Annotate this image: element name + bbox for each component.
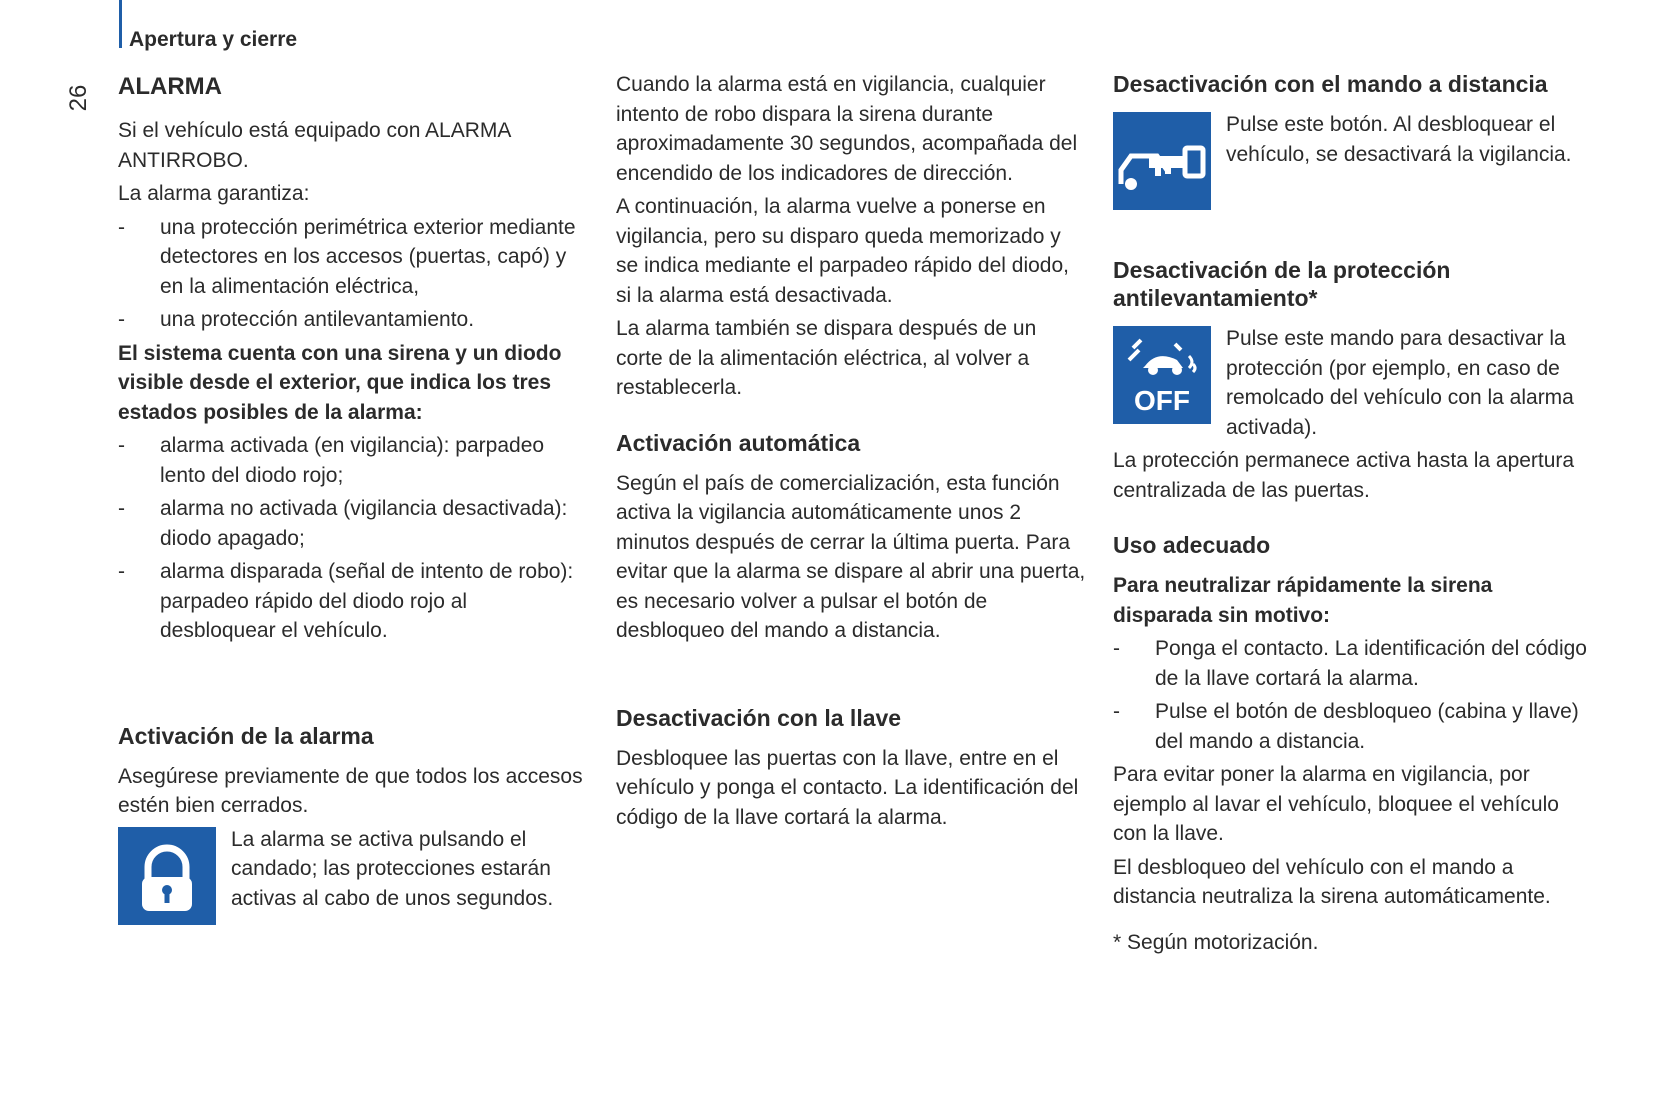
memorized-paragraph: A continuación, la alarma vuelve a ponerse en vigilancia, pero su disparo queda memorizado y se indica mediante el parpadeo rápido del diodo, si la alarma está desactivada. <box>616 195 1069 307</box>
list-item: - alarma activada (en vigilancia): parpadeo lento del diodo rojo; <box>118 431 588 490</box>
list-item: - alarma disparada (señal de intento de robo): parpadeo rápido del diodo rojo al desbloquear el vehículo. <box>118 557 588 646</box>
page-number: 26 <box>65 84 92 112</box>
surveillance-paragraph: Cuando la alarma está en vigilancia, cualquier intento de robo dispara la sirena durante aproximadamente 30 segundos, acompañada del encendido de los indicadores de dirección. <box>616 73 1078 185</box>
section-title: Apertura y cierre <box>129 28 298 51</box>
intro-paragraph: Si el vehículo está equipado con ALARMA ANTIRROBO. <box>118 119 511 172</box>
antilift-off-icon <box>1113 326 1211 424</box>
neutralize-list <box>1113 634 1593 756</box>
list-item: - Pulse el botón de desbloqueo (cabina y llave) del mando a distancia. <box>1113 697 1593 756</box>
auto-activation-heading: Activación automática <box>616 429 861 456</box>
car-unlock-icon <box>1113 112 1211 210</box>
auto-activation-paragraph: Según el país de comercialización, esta función activa la vigilancia automáticamente unos 2 minutos después de cerrar la última puerta. Para evitar que la alarma se dispare al abrir una puerta, es necesario volver a pulsar el botón de desbloqueo del mando a distancia. <box>616 471 1086 642</box>
padlock-icon <box>118 827 216 925</box>
lift-paragraph: La protección permanece activa hasta la apertura centralizada de las puertas. <box>1113 449 1575 502</box>
list-item: - Ponga el contacto. La identificación del código de la llave cortará la alarma. <box>1113 634 1593 693</box>
list-item: - una protección antilevantamiento. <box>118 305 588 335</box>
activation-paragraph: Asegúrese previamente de que todos los accesos estén bien cerrados. <box>118 764 583 817</box>
list-item: - una protección perimétrica exterior mediante detectores en los accesos (puertas, capó) y en la alimentación eléctrica, <box>118 213 588 302</box>
siren-paragraph: El sistema cuenta con una sirena y un diodo visible desde el exterior, que indica los tres estados posibles de la alarma: <box>118 341 562 424</box>
states-list <box>118 431 588 646</box>
header-accent-bar <box>119 0 122 48</box>
remote-instruction <box>1113 110 1593 210</box>
lock-text: La alarma se activa pulsando el candado; las protecciones estarán activas al cabo de unos segundos. <box>231 827 554 910</box>
list-item: - alarma no activada (vigilancia desactivada): diodo apagado; <box>118 494 588 553</box>
column-2 <box>616 70 1086 836</box>
protection-list <box>118 213 588 335</box>
proper-use-heading: Uso adecuado <box>1113 532 1271 558</box>
neutralize-paragraph: Para neutralizar rápidamente la sirena disparada sin motivo: <box>1113 574 1493 627</box>
remote-text: Pulse este botón. Al desbloquear el vehículo, se desactivará la vigilancia. <box>1226 113 1572 166</box>
column-3 <box>1113 70 1593 961</box>
lock-instruction <box>118 825 588 925</box>
guarantee-paragraph: La alarma garantiza: <box>118 182 310 205</box>
lift-protection-heading: Desactivación de la protección antilevantamiento* <box>1113 257 1451 311</box>
footnote: * Según motorización. <box>1113 930 1319 954</box>
key-deactivation-heading: Desactivación con la llave <box>616 704 902 731</box>
activation-heading: Activación de la alarma <box>118 722 374 749</box>
alarm-title: ALARMA <box>118 73 222 100</box>
washing-paragraph: Para evitar poner la alarma en vigilancia, por ejemplo al lavar el vehículo, bloquee el vehículo con la llave. <box>1113 763 1559 845</box>
lift-instruction <box>1113 324 1593 446</box>
key-deactivation-paragraph: Desbloquee las puertas con la llave, entre en el vehículo y ponga el contacto. La identificación del código de la llave cortará la alarma. <box>616 746 1079 829</box>
off-label: OFF <box>1134 385 1190 416</box>
power-cut-paragraph: La alarma también se dispara después de un corte de la alimentación eléctrica, al volver a restablecerla. <box>616 317 1037 399</box>
remote-deactivation-heading: Desactivación con el mando a distancia <box>1113 71 1548 97</box>
column-1 <box>118 70 588 925</box>
lift-text: Pulse este mando para desactivar la protección (por ejemplo, en caso de remolcado del vehículo con la alarma activada). <box>1226 327 1574 439</box>
unlock-paragraph: El desbloqueo del vehículo con el mando a distancia neutraliza la sirena automáticamente. <box>1113 855 1551 908</box>
